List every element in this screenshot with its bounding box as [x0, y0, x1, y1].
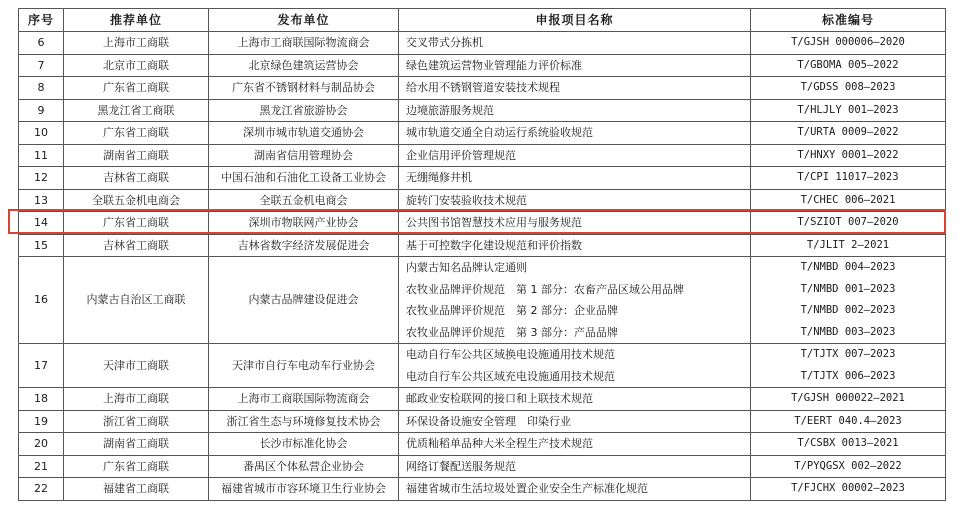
- table-header-row: [19, 9, 946, 32]
- cell-project-name: [399, 410, 751, 433]
- standards-table-container: [18, 8, 945, 501]
- cell-project-name: [399, 144, 751, 167]
- cell-project-name: [399, 433, 751, 456]
- cell-recommending-unit: 福建省工商联: [64, 478, 209, 501]
- cell-standard-number-line: T/NMBD 002—2023: [800, 304, 896, 316]
- table-row: [19, 433, 946, 456]
- cell-project-name-line: 交叉带式分拣机: [406, 36, 483, 49]
- cell-standard-number: [751, 32, 946, 55]
- cell-project-name: [399, 344, 751, 388]
- cell-seq: 20: [19, 433, 64, 456]
- cell-standard-number: [751, 455, 946, 478]
- cell-project-name-line: 城市轨道交通全自动运行系统验收规范: [406, 126, 593, 139]
- table-row: [19, 122, 946, 145]
- cell-project-name-line: 农牧业品牌评价规范 第 1 部分：农畜产品区域公用品牌: [406, 282, 684, 296]
- cell-project-name: [399, 257, 751, 344]
- cell-standard-number-line: T/GJSH 000006—2020: [791, 36, 905, 48]
- cell-standard-number-line: T/TJTX 006—2023: [800, 369, 896, 382]
- cell-project-name: [399, 234, 751, 257]
- cell-seq: 16: [19, 257, 64, 344]
- cell-standard-number-line: T/FJCHX 00002—2023: [791, 482, 905, 494]
- cell-project-name-line: 农牧业品牌评价规范 第 3 部分：产品品牌: [406, 325, 618, 339]
- cell-standard-number: [751, 54, 946, 77]
- cell-publisher: 福建省城市市容环境卫生行业协会: [209, 478, 399, 501]
- cell-seq: 10: [19, 122, 64, 145]
- cell-seq: 14: [19, 212, 64, 235]
- cell-seq: 19: [19, 410, 64, 433]
- cell-publisher: 黑龙江省旅游协会: [209, 99, 399, 122]
- cell-standard-number: [751, 167, 946, 190]
- cell-seq: 7: [19, 54, 64, 77]
- cell-project-name: [399, 77, 751, 100]
- header-recommending-unit: 推荐单位: [64, 9, 209, 32]
- cell-publisher: 上海市工商联国际物流商会: [209, 32, 399, 55]
- cell-project-name-line: 优质籼稻单品种大米全程生产技术规范: [406, 437, 593, 450]
- cell-project-name: [399, 189, 751, 212]
- cell-standard-number-line: T/JLIT 2—2021: [806, 238, 890, 251]
- cell-seq: 8: [19, 77, 64, 100]
- cell-standard-number: [751, 257, 946, 344]
- table-row: [19, 54, 946, 77]
- table-row: [19, 167, 946, 190]
- cell-recommending-unit: 上海市工商联: [64, 388, 209, 411]
- cell-recommending-unit: 湖南省工商联: [64, 433, 209, 456]
- table-row: [19, 189, 946, 212]
- table-row: [19, 344, 946, 388]
- cell-seq: 22: [19, 478, 64, 501]
- cell-standard-number: [751, 77, 946, 100]
- cell-standard-number-line: T/CHEC 006—2021: [800, 193, 896, 206]
- cell-project-name: [399, 455, 751, 478]
- cell-seq: 15: [19, 234, 64, 257]
- cell-publisher: 浙江省生态与环境修复技术协会: [209, 410, 399, 433]
- cell-seq: 11: [19, 144, 64, 167]
- cell-standard-number-line: T/URTA 0009—2022: [797, 126, 899, 138]
- table-row: [19, 77, 946, 100]
- table-row: [19, 455, 946, 478]
- header-project-name: 申报项目名称: [399, 9, 751, 32]
- cell-standard-number-line: T/GBOMA 005—2022: [797, 58, 899, 71]
- cell-standard-number-line: T/SZIOT 007—2020: [797, 216, 899, 228]
- cell-project-name: [399, 32, 751, 55]
- table-body: [19, 32, 946, 501]
- header-standard-number: 标准编号: [751, 9, 946, 32]
- cell-project-name-line: 基于可控数字化建设规范和评价指数: [406, 238, 582, 252]
- cell-project-name: [399, 54, 751, 77]
- cell-publisher: 吉林省数字经济发展促进会: [209, 234, 399, 257]
- cell-standard-number-line: T/NMBD 004—2023: [800, 261, 896, 273]
- cell-project-name-line: 内蒙古知名品牌认定通则: [406, 261, 527, 274]
- cell-publisher: 内蒙古品牌建设促进会: [209, 257, 399, 344]
- cell-seq: 12: [19, 167, 64, 190]
- cell-recommending-unit: 天津市工商联: [64, 344, 209, 388]
- cell-recommending-unit: 湖南省工商联: [64, 144, 209, 167]
- cell-project-name-line: 给水用不锈钢管道安装技术规程: [406, 81, 560, 94]
- table-row: [19, 257, 946, 344]
- cell-recommending-unit: 吉林省工商联: [64, 167, 209, 190]
- cell-project-name: [399, 478, 751, 501]
- cell-publisher: 广东省不锈钢材料与制品协会: [209, 77, 399, 100]
- cell-project-name-line: 无绷绳修井机: [406, 171, 472, 184]
- cell-standard-number: [751, 478, 946, 501]
- cell-project-name: [399, 122, 751, 145]
- cell-project-name-line: 环保设备设施安全管理 印染行业: [406, 414, 571, 428]
- cell-project-name-line: 福建省城市生活垃圾处置企业安全生产标准化规范: [406, 482, 648, 495]
- cell-recommending-unit: 内蒙古自治区工商联: [64, 257, 209, 344]
- cell-standard-number-line: T/NMBD 003—2023: [800, 325, 896, 338]
- cell-recommending-unit: 广东省工商联: [64, 122, 209, 145]
- cell-standard-number: [751, 144, 946, 167]
- cell-publisher: 中国石油和石油化工设备工业协会: [209, 167, 399, 190]
- standards-table: [18, 8, 946, 501]
- cell-standard-number-line: T/CSBX 0013—2021: [797, 437, 899, 449]
- cell-project-name-line: 邮政业安检联网的接口和上联技术规范: [406, 392, 593, 405]
- cell-seq: 9: [19, 99, 64, 122]
- cell-standard-number: [751, 388, 946, 411]
- cell-standard-number: [751, 433, 946, 456]
- cell-project-name: [399, 167, 751, 190]
- table-row: [19, 99, 946, 122]
- cell-standard-number-line: T/PYQGSX 002—2022: [794, 459, 902, 472]
- cell-publisher: 番禺区个体私营企业协会: [209, 455, 399, 478]
- cell-project-name-line: 网络订餐配送服务规范: [406, 459, 516, 473]
- cell-standard-number-line: T/GJSH 000022—2021: [791, 392, 905, 404]
- table-row: [19, 144, 946, 167]
- cell-seq: 17: [19, 344, 64, 388]
- cell-recommending-unit: 浙江省工商联: [64, 410, 209, 433]
- cell-publisher: 全联五金机电商会: [209, 189, 399, 212]
- cell-project-name-line: 农牧业品牌评价规范 第 2 部分：企业品牌: [406, 304, 618, 317]
- table-row: [19, 212, 946, 235]
- cell-recommending-unit: 全联五金机电商会: [64, 189, 209, 212]
- cell-project-name-line: 企业信用评价管理规范: [406, 148, 516, 162]
- table-row: [19, 234, 946, 257]
- cell-standard-number-line: T/HLJLY 001—2023: [797, 103, 899, 116]
- cell-standard-number-line: T/GDSS 008—2023: [800, 81, 896, 93]
- cell-recommending-unit: 广东省工商联: [64, 77, 209, 100]
- cell-standard-number: [751, 212, 946, 235]
- cell-project-name-line: 公共图书馆智慧技术应用与服务规范: [406, 216, 582, 229]
- cell-seq: 13: [19, 189, 64, 212]
- cell-standard-number-line: T/TJTX 007—2023: [800, 348, 896, 360]
- cell-recommending-unit: 上海市工商联: [64, 32, 209, 55]
- header-publisher: 发布单位: [209, 9, 399, 32]
- cell-standard-number-line: T/NMBD 001—2023: [800, 282, 896, 295]
- cell-standard-number: [751, 234, 946, 257]
- cell-standard-number: [751, 410, 946, 433]
- table-row: [19, 410, 946, 433]
- cell-recommending-unit: 黑龙江省工商联: [64, 99, 209, 122]
- cell-project-name: [399, 99, 751, 122]
- cell-recommending-unit: 广东省工商联: [64, 212, 209, 235]
- cell-publisher: 长沙市标准化协会: [209, 433, 399, 456]
- cell-publisher: 湖南省信用管理协会: [209, 144, 399, 167]
- header-seq: 序号: [19, 9, 64, 32]
- cell-standard-number: [751, 122, 946, 145]
- table-row: [19, 478, 946, 501]
- cell-recommending-unit: 吉林省工商联: [64, 234, 209, 257]
- cell-project-name-line: 电动自行车公共区域换电设施通用技术规范: [406, 348, 615, 361]
- cell-project-name-line: 电动自行车公共区域充电设施通用技术规范: [406, 369, 615, 383]
- table-row: [19, 32, 946, 55]
- cell-project-name: [399, 212, 751, 235]
- cell-standard-number: [751, 189, 946, 212]
- cell-project-name-line: 边境旅游服务规范: [406, 103, 494, 117]
- cell-recommending-unit: 北京市工商联: [64, 54, 209, 77]
- cell-standard-number: [751, 344, 946, 388]
- cell-project-name-line: 旋转门安装验收技术规范: [406, 193, 527, 207]
- cell-project-name-line: 绿色建筑运营物业管理能力评价标准: [406, 58, 582, 72]
- cell-seq: 6: [19, 32, 64, 55]
- cell-publisher: 天津市自行车电动车行业协会: [209, 344, 399, 388]
- cell-publisher: 深圳市城市轨道交通协会: [209, 122, 399, 145]
- cell-project-name: [399, 388, 751, 411]
- cell-publisher: 上海市工商联国际物流商会: [209, 388, 399, 411]
- cell-standard-number-line: T/EERT 040.4—2023: [794, 414, 902, 427]
- cell-publisher: 深圳市物联网产业协会: [209, 212, 399, 235]
- cell-standard-number: [751, 99, 946, 122]
- cell-seq: 18: [19, 388, 64, 411]
- cell-recommending-unit: 广东省工商联: [64, 455, 209, 478]
- cell-publisher: 北京绿色建筑运营协会: [209, 54, 399, 77]
- cell-standard-number-line: T/CPI 11017—2023: [797, 171, 899, 183]
- table-row: [19, 388, 946, 411]
- cell-seq: 21: [19, 455, 64, 478]
- cell-standard-number-line: T/HNXY 0001—2022: [797, 148, 899, 161]
